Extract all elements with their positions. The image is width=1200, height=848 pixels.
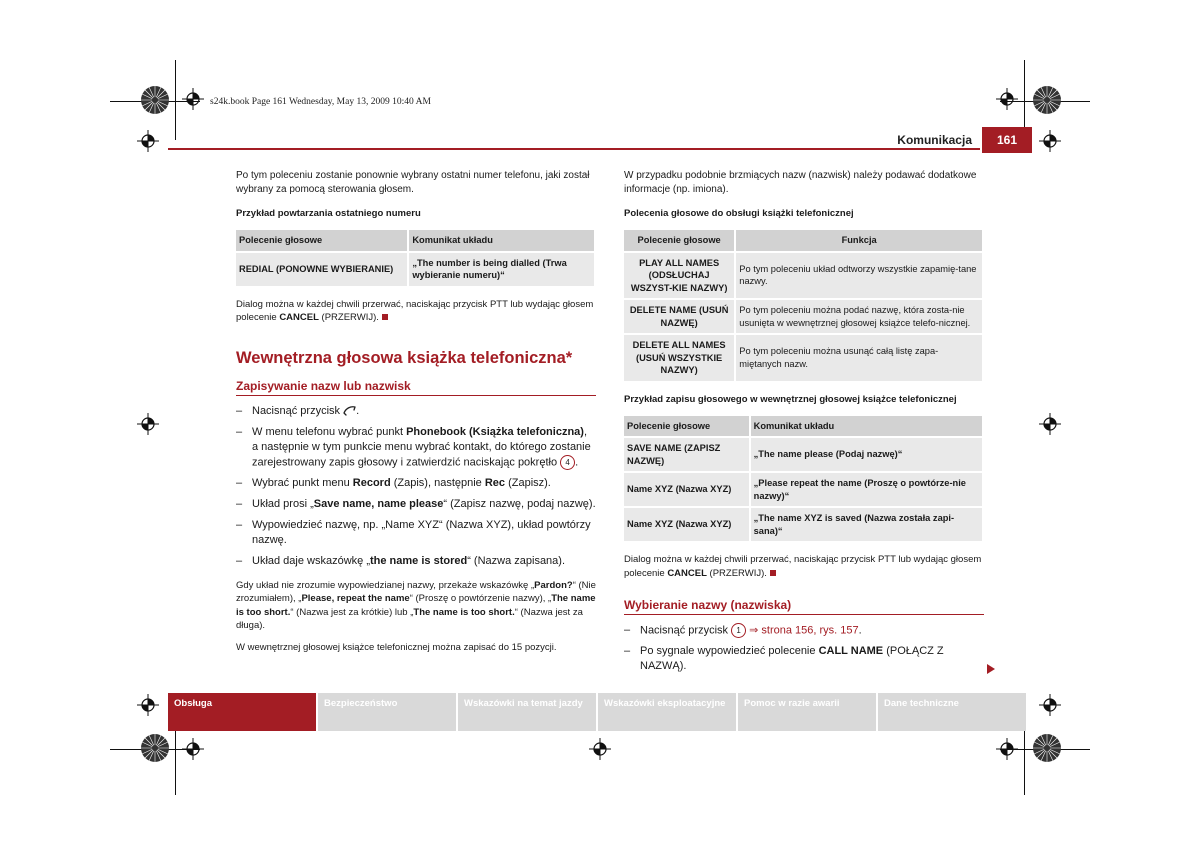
list-item: – Układ prosi „Save name, name please“ (Zapisz nazwę, podaj nazwę).: [236, 497, 596, 510]
registration-crosshair-icon: [182, 738, 204, 760]
list-item: – Wybrać punkt menu Record (Zapis), następnie Rec (Zapisz).: [236, 476, 551, 489]
instruction-list: [624, 623, 984, 674]
table-cell: Name XYZ (Nazwa XYZ): [624, 507, 750, 541]
voice-record-table: [624, 416, 984, 542]
redial-table: [236, 230, 596, 286]
list-item: – Układ daje wskazówkę „the name is stored“ (Nazwa zapisana).: [236, 554, 566, 567]
table-header: Komunikat układu: [408, 230, 595, 252]
registration-crosshair-icon: [996, 738, 1018, 760]
continue-arrow-icon: [987, 664, 995, 674]
list-item: – W menu telefonu wybrać punkt Phonebook (Książka telefoniczna), a następnie w tym punkcie menu wybrać kontakt, do którego zostanie zarejestrowany zapis głosowy i zatwierdzić naciskając pokrętło 4 .: [236, 425, 591, 468]
list-item: – Nacisnąć przycisk .: [236, 404, 360, 417]
table-row: [624, 252, 983, 300]
knob-number-badge: 4: [560, 455, 575, 470]
table-cell: „The name please (Podaj nazwę)“: [750, 437, 983, 472]
print-info: s24k.book Page 161 Wednesday, May 13, 2009 10:40 AM: [210, 97, 431, 107]
subsection-heading: Wybieranie nazwy (nazwiska): [624, 598, 984, 615]
table-cell: „The number is being dialled (Trwa wybieranie numeru)“: [408, 252, 595, 286]
table-cell: DELETE ALL NAMES (USUŃ WSZYSTKIE NAZWY): [624, 334, 735, 381]
list-item: – Wypowiedzieć nazwę, np. „Name XYZ“ (Nazwa XYZ), układ powtórzy nazwę.: [236, 518, 591, 546]
footer-tab-obsluga[interactable]: Obsługa: [168, 693, 316, 731]
page-reference-link[interactable]: ⇒ strona 156, rys. 157: [746, 624, 859, 637]
table-cell: Po tym poleceniu można usunąć całą listę zapa-miętanych nazw.: [735, 334, 983, 381]
intro-text: Po tym poleceniu zostanie ponownie wybrany ostatni numer telefonu, jaki został wybrany za pomocą sterowania głosem.: [236, 170, 590, 195]
table-row: [624, 472, 983, 507]
footer-tab-pomoc[interactable]: Pomoc w razie awarii: [738, 693, 876, 731]
phonebook-commands-table: [624, 230, 984, 381]
misunderstood-note: Gdy układ nie zrozumie wypowiedzianej nazwy, przekaże wskazówkę „Pardon?“ (Nie zrozumiałem), „Please, repeat the name“ (Proszę o powtórzenie nazwy), „The name is too short.“ (Nazwa jest za krótkie) lub „The name is too short.“ (Nazwa jest za długa).: [236, 579, 596, 632]
page-number: 161: [982, 127, 1032, 153]
table-row: [624, 334, 983, 381]
table-row: [624, 507, 983, 541]
registration-crosshair-icon: [137, 413, 159, 435]
registration-crosshair-icon: [1039, 413, 1061, 435]
registration-rosette-icon: [140, 85, 170, 115]
left-column: [236, 169, 596, 654]
table-header: Funkcja: [735, 230, 983, 252]
registration-crosshair-icon: [1039, 130, 1061, 152]
table-cell: „The name XYZ is saved (Nazwa została zapi-sana)“: [750, 507, 983, 541]
header-rule: [168, 148, 980, 150]
end-of-section-icon: [770, 570, 776, 576]
cancel-note: Dialog można w każdej chwili przerwać, naciskając przycisk PTT lub wydając głosem polecenie CANCEL (PRZERWIJ).: [236, 298, 594, 323]
table-cell: DELETE NAME (USUŃ NAZWĘ): [624, 299, 735, 334]
footer-tabs: [168, 693, 1028, 731]
table-cell: PLAY ALL NAMES (ODSŁUCHAJ WSZYST-KIE NAZWY): [624, 252, 735, 300]
registration-rosette-icon: [1032, 733, 1062, 763]
subsection-heading: Zapisywanie nazw lub nazwisk: [236, 379, 596, 396]
registration-rosette-icon: [140, 733, 170, 763]
footer-tab-dane-techniczne[interactable]: Dane techniczne: [878, 693, 1026, 731]
registration-crosshair-icon: [182, 88, 204, 110]
footer-tab-bezpieczenstwo[interactable]: Bezpieczeństwo: [318, 693, 456, 731]
table-row: [624, 299, 983, 334]
table-cell: Po tym poleceniu można podać nazwę, która zosta-nie usunięta w wewnętrznej głosowej książce telefo-nicznej.: [735, 299, 983, 334]
table-label: Polecenia głosowe do obsługi książki telefonicznej: [624, 208, 854, 219]
table-label: Przykład zapisu głosowego w wewnętrznej głosowej książce telefonicznej: [624, 393, 957, 405]
example-label: Przykład powtarzania ostatniego numeru: [236, 208, 421, 219]
section-title: Komunikacja: [897, 133, 972, 147]
list-item: – Nacisnąć przycisk 1 ⇒ strona 156, rys. 157.: [624, 624, 862, 637]
registration-crosshair-icon: [137, 130, 159, 152]
table-header: Polecenie głosowe: [236, 230, 408, 252]
table-row: [236, 252, 595, 286]
registration-crosshair-icon: [589, 738, 611, 760]
intro-text: W przypadku podobnie brzmiących nazw (nazwisk) należy podawać dodatkowe informacje (np. imiona).: [624, 170, 977, 195]
table-header: Polecenie głosowe: [624, 230, 735, 252]
table-header: Polecenie głosowe: [624, 416, 750, 438]
button-number-badge: 1: [731, 623, 746, 638]
table-cell: Name XYZ (Nazwa XYZ): [624, 472, 750, 507]
registration-crosshair-icon: [137, 694, 159, 716]
footer-tab-wskazowki-jazdy[interactable]: Wskazówki na temat jazdy: [458, 693, 596, 731]
cancel-note: Dialog można w każdej chwili przerwać, naciskając przycisk PTT lub wydając głosem polecenie CANCEL (PRZERWIJ).: [624, 554, 982, 579]
capacity-note: W wewnętrznej głosowej książce telefonicznej można zapisać do 15 pozycji.: [236, 641, 557, 653]
table-header: Komunikat układu: [750, 416, 983, 438]
footer-tab-wskazowki-eksploatacyjne[interactable]: Wskazówki eksploatacyjne: [598, 693, 736, 731]
table-cell: „Please repeat the name (Proszę o powtórze-nie nazwy)“: [750, 472, 983, 507]
table-cell: SAVE NAME (ZAPISZ NAZWĘ): [624, 437, 750, 472]
table-row: [624, 437, 983, 472]
registration-rosette-icon: [1032, 85, 1062, 115]
registration-crosshair-icon: [996, 88, 1018, 110]
list-item: – Po sygnale wypowiedzieć polecenie CALL NAME (POŁĄCZ Z NAZWĄ).: [624, 645, 944, 673]
right-column: [624, 169, 984, 674]
phone-icon: [343, 405, 356, 416]
end-of-section-icon: [382, 314, 388, 320]
table-cell: Po tym poleceniu układ odtworzy wszystkie zapamię-tane nazwy.: [735, 252, 983, 300]
instruction-list: [236, 404, 596, 569]
section-heading: Wewnętrzna głosowa książka telefoniczna*: [236, 348, 573, 367]
registration-crosshair-icon: [1039, 694, 1061, 716]
table-cell: REDIAL (PONOWNE WYBIERANIE): [236, 252, 408, 286]
